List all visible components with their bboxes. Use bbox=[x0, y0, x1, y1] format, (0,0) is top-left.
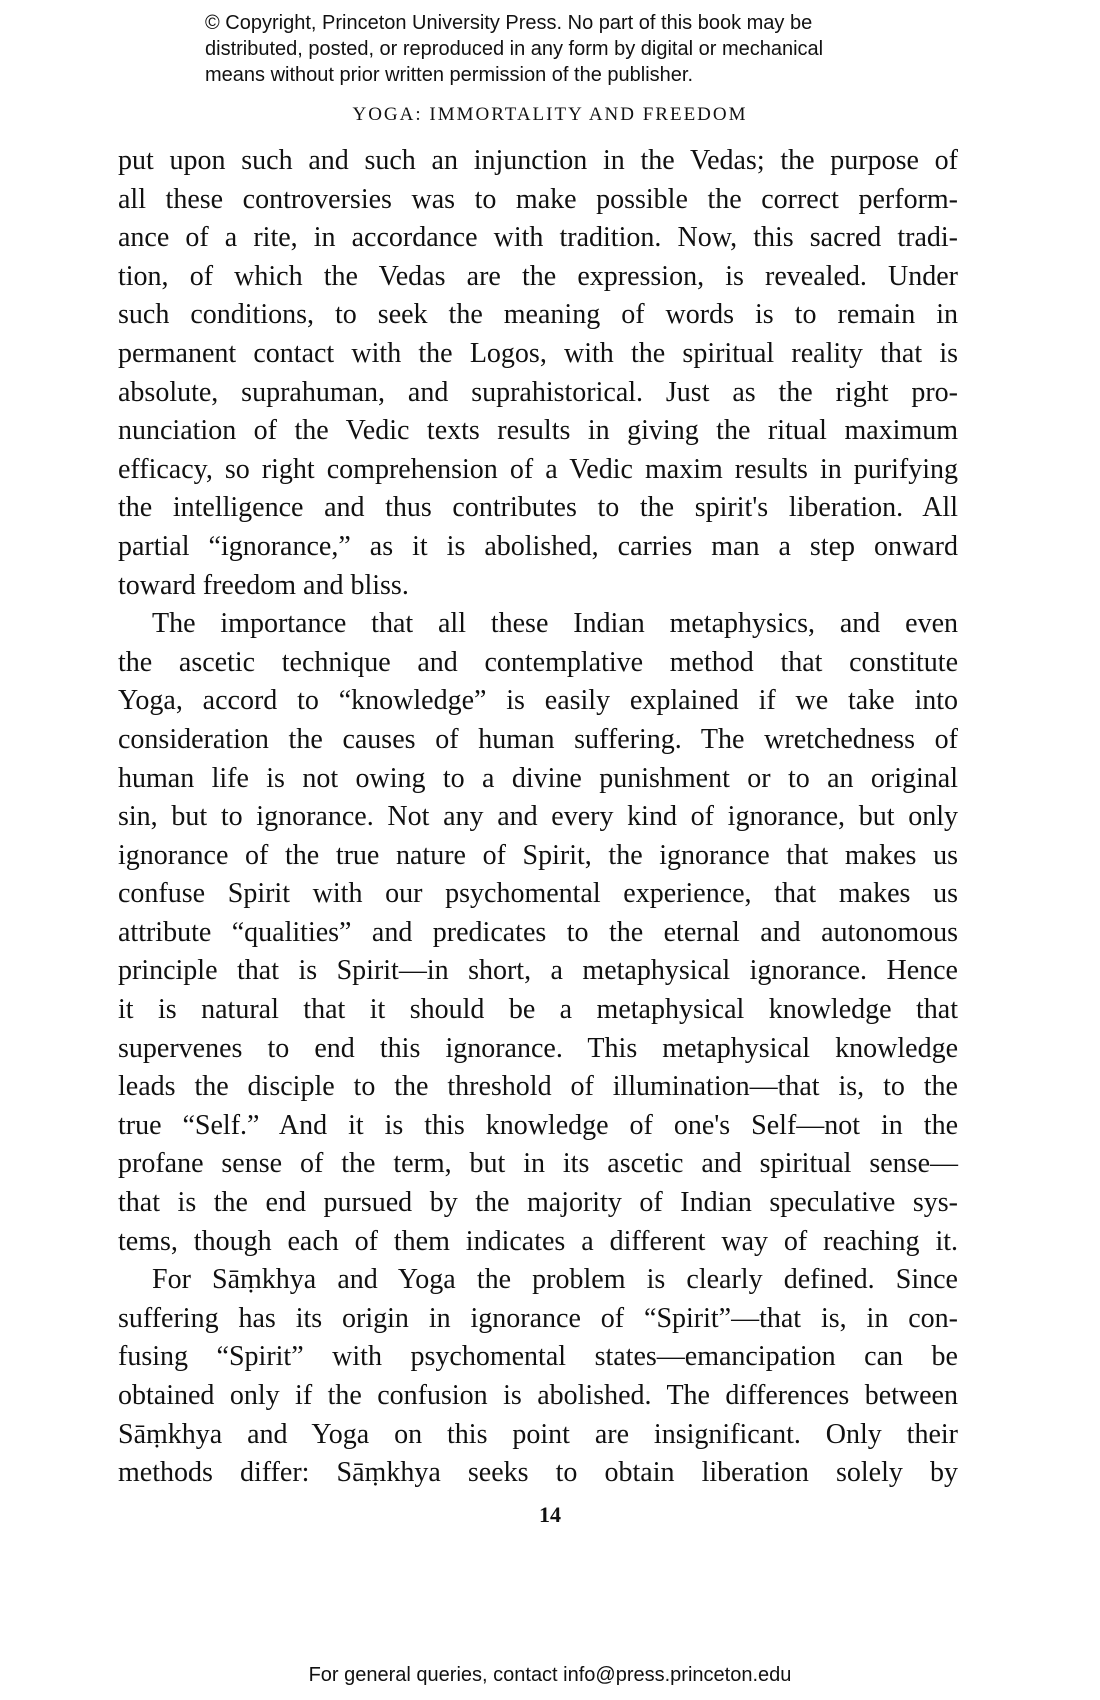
text-line: efficacy, so right comprehension of a Vedic maxim results in purifying bbox=[118, 453, 958, 485]
text-line: suffering has its origin in ignorance of “Spirit”—that is, in con- bbox=[118, 1302, 958, 1334]
text-line: it is natural that it should be a metaphysical knowledge that bbox=[118, 994, 958, 1026]
text-line: methods differ: Sāṃkhya seeks to obtain liberation solely by bbox=[118, 1457, 958, 1489]
copyright-notice-line: © Copyright, Princeton University Press. No part of this book may be bbox=[205, 12, 813, 34]
text-line: tion, of which the Vedas are the expression, is revealed. Under bbox=[118, 260, 958, 292]
text-line: Yoga, accord to “knowledge” is easily explained if we take into bbox=[118, 685, 958, 717]
text-line: consideration the causes of human suffering. The wretchedness of bbox=[118, 723, 958, 755]
text-line: fusing “Spirit” with psychomental states—emancipation can be bbox=[118, 1341, 958, 1373]
text-line: that is the end pursued by the majority of Indian speculative sys- bbox=[118, 1187, 958, 1219]
text-line: human life is not owing to a divine punishment or to an original bbox=[118, 762, 958, 794]
text-line: ance of a rite, in accordance with tradition. Now, this sacred tradi- bbox=[118, 222, 958, 254]
paragraph-3 bbox=[118, 1261, 958, 1493]
text-line: sin, but to ignorance. Not any and every kind of ignorance, but only bbox=[118, 801, 958, 833]
text-line: Sāṃkhya and Yoga on this point are insignificant. Only their bbox=[118, 1418, 958, 1450]
text-line: such conditions, to seek the meaning of words is to remain in bbox=[118, 299, 958, 331]
text-line: partial “ignorance,” as it is abolished, carries man a step onward bbox=[118, 530, 958, 562]
text-line: the intelligence and thus contributes to the spirit's liberation. All bbox=[118, 492, 958, 524]
text-line: confuse Spirit with our psychomental experience, that makes us bbox=[118, 878, 958, 910]
text-line: For Sāṃkhya and Yoga the problem is clearly defined. Since bbox=[152, 1264, 958, 1296]
text-line: The importance that all these Indian metaphysics, and even bbox=[152, 608, 958, 640]
copyright-notice-line: distributed, posted, or reproduced in any form by digital or mechanical bbox=[205, 38, 824, 60]
paragraph-1 bbox=[118, 142, 958, 605]
text-line: supervenes to end this ignorance. This metaphysical knowledge bbox=[118, 1032, 958, 1064]
text-line: put upon such and such an injunction in the Vedas; the purpose of bbox=[118, 145, 958, 176]
text-line: tems, though each of them indicates a different way of reaching it. bbox=[118, 1225, 958, 1257]
body-text bbox=[118, 142, 958, 1493]
text-line: the ascetic technique and contemplative method that constitute bbox=[118, 646, 958, 678]
text-line: profane sense of the term, but in its ascetic and spiritual sense— bbox=[118, 1148, 958, 1180]
text-line: leads the disciple to the threshold of illumination—that is, to the bbox=[118, 1071, 958, 1103]
footer-contact: For general queries, contact info@press.princeton.edu bbox=[308, 1664, 792, 1686]
text-line: true “Self.” And it is this knowledge of one's Self—not in the bbox=[118, 1109, 958, 1141]
page-number: 14 bbox=[539, 1502, 561, 1527]
text-line: principle that is Spirit—in short, a metaphysical ignorance. Hence bbox=[118, 955, 958, 987]
text-line: permanent contact with the Logos, with the spiritual reality that is bbox=[118, 337, 958, 369]
copyright-notice-line: means without prior written permission of the publisher. bbox=[205, 64, 694, 86]
text-line: all these controversies was to make possible the correct perform- bbox=[118, 183, 958, 215]
running-head: YOGA: IMMORTALITY AND FREEDOM bbox=[352, 104, 748, 125]
paragraph-2 bbox=[118, 605, 958, 1261]
text-line: obtained only if the confusion is abolished. The differences between bbox=[118, 1380, 958, 1411]
text-line: nunciation of the Vedic texts results in giving the ritual maximum bbox=[118, 415, 958, 447]
copyright-notice bbox=[205, 10, 925, 88]
text-line: toward freedom and bliss. bbox=[118, 569, 409, 601]
text-line: attribute “qualities” and predicates to the eternal and autonomous bbox=[118, 916, 958, 948]
text-line: ignorance of the true nature of Spirit, the ignorance that makes us bbox=[118, 839, 958, 871]
text-line: absolute, suprahuman, and suprahistorical. Just as the right pro- bbox=[118, 376, 958, 408]
